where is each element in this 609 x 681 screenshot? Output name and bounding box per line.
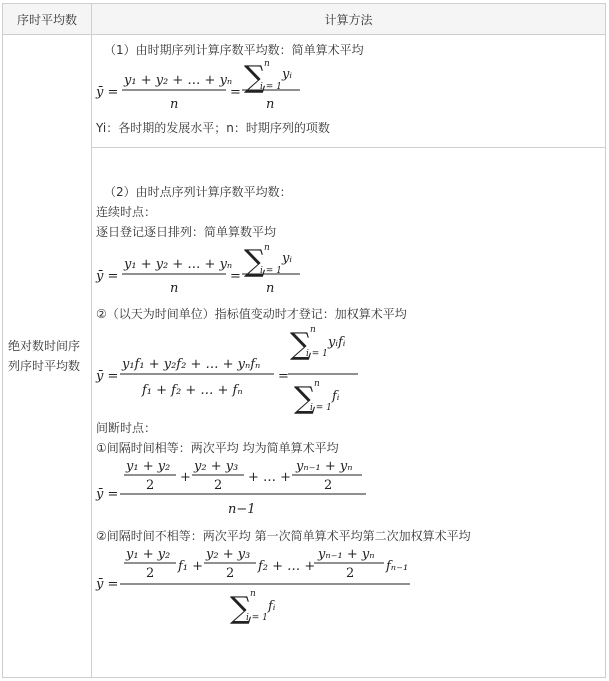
svg-text:ȳ =: ȳ = [96, 369, 119, 384]
svg-text:n: n [310, 325, 316, 335]
svg-text:y₁ + y₂ + … + yₙ: y₁ + y₂ + … + yₙ [124, 73, 233, 88]
svg-text:i = 1: i = 1 [246, 613, 268, 623]
table-row [3, 148, 606, 678]
svg-text:i = 1: i = 1 [260, 266, 282, 276]
svg-text:n: n [250, 589, 256, 599]
svg-text:fₙ₋₁: fₙ₋₁ [386, 559, 409, 574]
table-header-row [3, 4, 606, 35]
daily-label: 逐日登记逐日排列：简单算数平均 [96, 225, 277, 239]
svg-text:y₁ + y₂: y₁ + y₂ [126, 547, 171, 562]
svg-text:+ … +: + … + [248, 470, 292, 485]
svg-text:yᵢ: yᵢ [282, 67, 292, 82]
svg-text:n: n [170, 97, 179, 112]
section1-title: （1）由时期序列计算序数平均数：简单算术平均 [104, 43, 364, 57]
svg-text:n: n [264, 59, 270, 69]
svg-text:n: n [266, 97, 275, 112]
formula-equal-interval [96, 458, 599, 526]
svg-text:∑: ∑ [290, 327, 312, 362]
svg-text:∑: ∑ [230, 591, 252, 626]
svg-text:f₂ + … +: f₂ + … + [258, 559, 316, 574]
svg-text:y₂ + y₃: y₂ + y₃ [206, 547, 251, 562]
svg-text:=: = [230, 85, 241, 100]
svg-text:∑: ∑ [244, 60, 266, 95]
header-col-average-type: 序时平均数 [3, 4, 92, 35]
svg-text:yₙ₋₁ + yₙ: yₙ₋₁ + yₙ [318, 547, 375, 562]
svg-text:n: n [314, 379, 320, 389]
formula-unequal-interval [96, 546, 599, 638]
svg-text:2: 2 [214, 478, 223, 493]
weighted-label: ②（以天为时间单位）指标值变动时才登记：加权算术平均 [96, 307, 407, 321]
svg-text:∑: ∑ [294, 381, 316, 416]
equal-interval-label: ①间隔时间相等：两次平均 均为简单算术平均 [96, 441, 339, 455]
svg-text:fᵢ: fᵢ [268, 599, 276, 614]
header-col-method: 计算方法 [92, 4, 606, 35]
svg-text:2: 2 [146, 566, 155, 581]
svg-text:ȳ =: ȳ = [96, 85, 119, 100]
svg-text:f₁ + f₂ + … + fₙ: f₁ + f₂ + … + fₙ [142, 383, 243, 398]
svg-text:yᵢfᵢ: yᵢfᵢ [328, 335, 346, 350]
svg-text:n−1: n−1 [228, 502, 256, 517]
formula-weighted-mean [96, 324, 599, 418]
svg-text:yᵢ: yᵢ [282, 251, 292, 266]
svg-text:fᵢ: fᵢ [332, 389, 340, 404]
svg-text:yₙ₋₁ + yₙ: yₙ₋₁ + yₙ [296, 459, 353, 474]
row-label: 绝对数时间序列序时平均数 [8, 339, 81, 373]
svg-text:2: 2 [324, 478, 333, 493]
svg-text:∑: ∑ [244, 244, 266, 279]
interval-label: 间断时点： [96, 421, 157, 435]
formula-daily-mean [96, 242, 599, 304]
svg-text:y₁ + y₂ + … + yₙ: y₁ + y₂ + … + yₙ [124, 257, 233, 272]
table-row [3, 35, 606, 148]
formula-simple-mean [96, 60, 599, 118]
svg-text:ȳ =: ȳ = [96, 269, 119, 284]
svg-text:+: + [180, 470, 191, 485]
svg-text:y₁ + y₂: y₁ + y₂ [126, 459, 171, 474]
section2-title: （2）由时点序列计算序数平均数： [104, 185, 292, 199]
svg-text:2: 2 [146, 478, 155, 493]
svg-text:f₁ +: f₁ + [178, 559, 204, 574]
svg-text:y₁f₁ + y₂f₂ + … + yₙfₙ: y₁f₁ + y₂f₂ + … + yₙfₙ [122, 357, 261, 372]
svg-text:n: n [266, 281, 275, 296]
section1-cell [92, 35, 606, 148]
svg-text:i = 1: i = 1 [310, 403, 332, 413]
row-label-cell [3, 35, 92, 678]
svg-text:=: = [278, 369, 289, 384]
svg-text:i = 1: i = 1 [260, 82, 282, 92]
svg-text:2: 2 [226, 566, 235, 581]
continuous-label: 连续时点： [96, 205, 157, 219]
svg-text:y₂ + y₃: y₂ + y₃ [194, 459, 239, 474]
svg-text:ȳ =: ȳ = [96, 577, 119, 592]
svg-text:ȳ =: ȳ = [96, 487, 119, 502]
methods-table [2, 3, 606, 678]
section2-cell [92, 148, 606, 678]
unequal-interval-label: ②间隔时间不相等：两次平均 第一次简单算术平均第二次加权算术平均 [96, 529, 471, 543]
svg-text:n: n [264, 243, 270, 253]
svg-text:2: 2 [346, 566, 355, 581]
section1-note: Yi：各时期的发展水平；n：时期序列的项数 [96, 121, 330, 135]
svg-text:n: n [170, 281, 179, 296]
svg-text:=: = [230, 269, 241, 284]
svg-text:i = 1: i = 1 [306, 349, 328, 359]
